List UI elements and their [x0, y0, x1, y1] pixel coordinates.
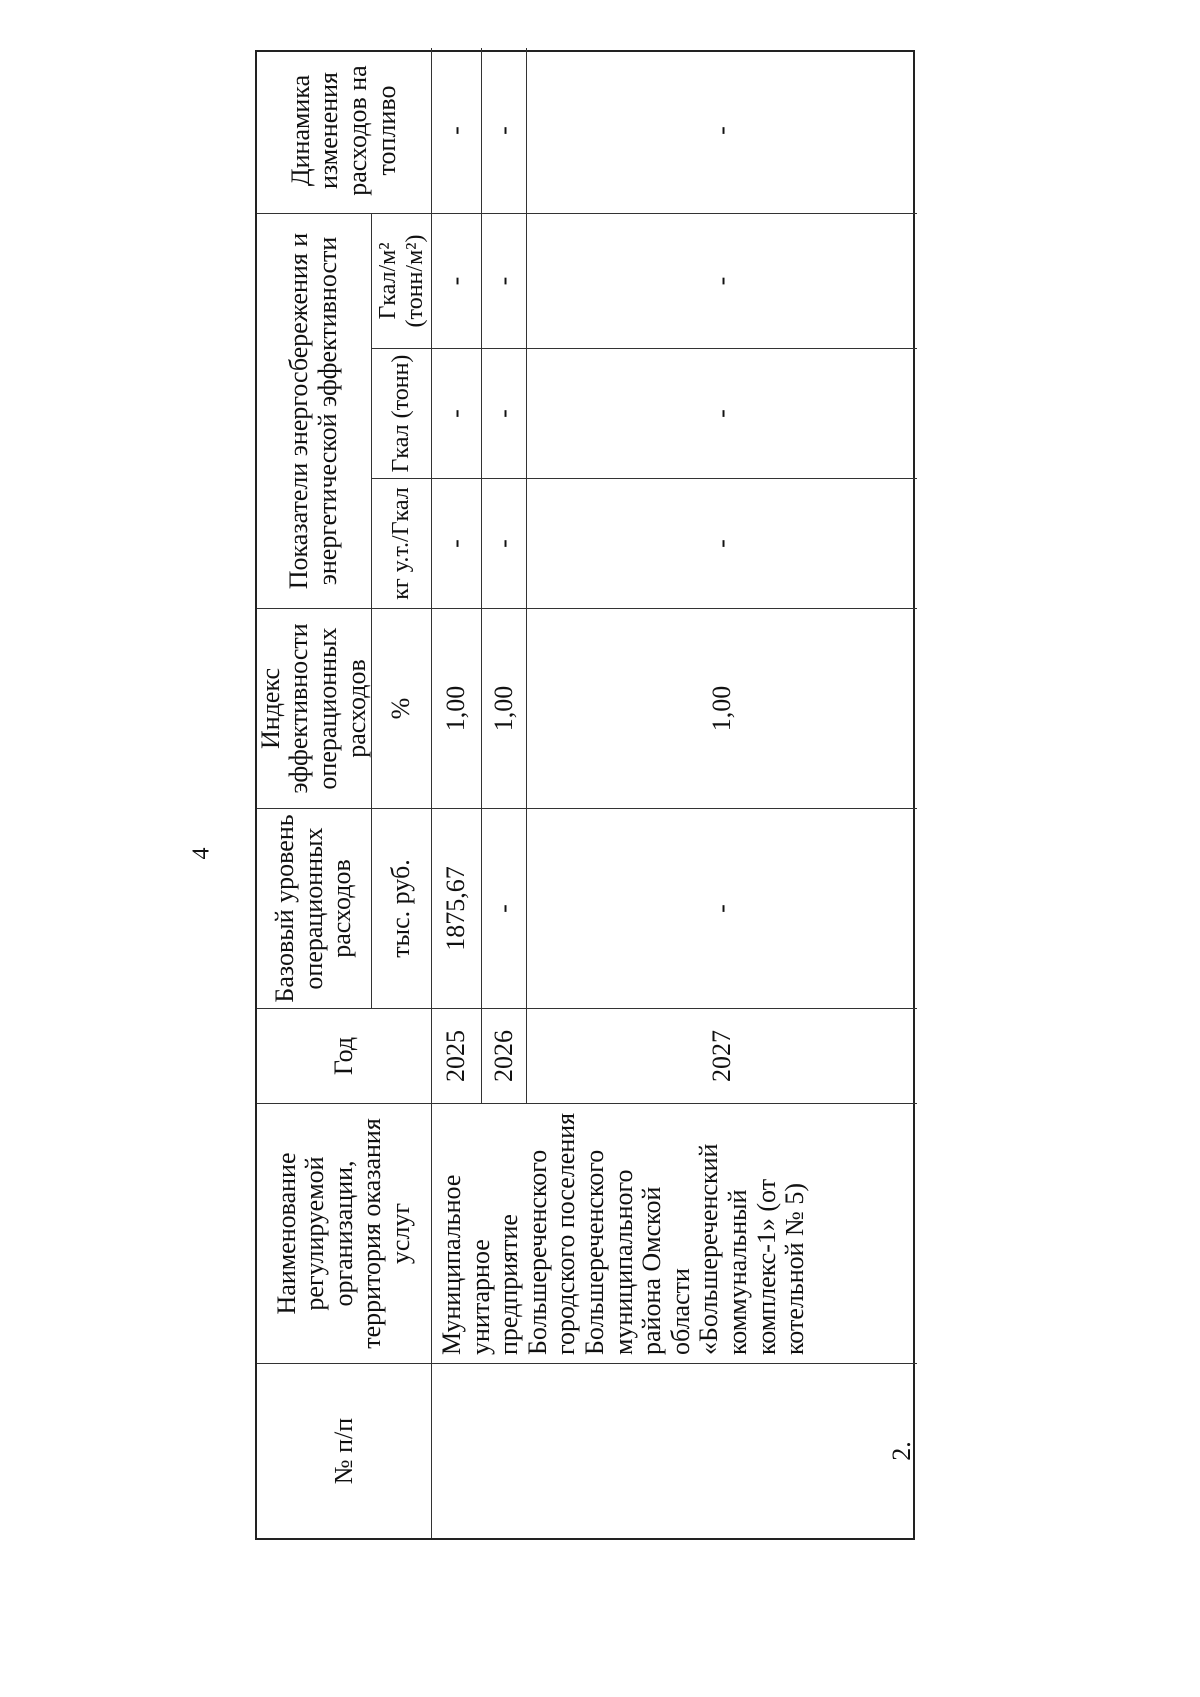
fuel-cell: - — [482, 48, 527, 213]
energy1-cell: - — [432, 478, 482, 608]
energy2-cell: - — [527, 348, 917, 478]
header-index: Индекс эффективности операционных расходов — [257, 608, 372, 808]
energy1-cell: - — [527, 478, 917, 608]
year-cell: 2027 — [527, 1008, 917, 1103]
header-org: Наименование регулируемой организации, территория оказания услуг — [257, 1103, 432, 1363]
year-cell: 2025 — [432, 1008, 482, 1103]
unit-energy-1: кг у.т./Гкал — [372, 478, 432, 608]
year-cell: 2026 — [482, 1008, 527, 1103]
energy1-cell: - — [482, 478, 527, 608]
base-cell: 1875,67 — [432, 808, 482, 1008]
page-number: 4 — [188, 847, 215, 860]
row-org: Муниципальное унитарное предприятие Большереченского городского поселения Большереченского муниципального района Омской области «Большереченский коммунальный комплекс-1» (от котельной № 5) — [432, 1103, 917, 1363]
energy2-cell: - — [432, 348, 482, 478]
row-num: 2. — [432, 1363, 917, 1538]
fuel-cell: - — [432, 48, 482, 213]
header-year: Год — [257, 1008, 432, 1103]
data-table — [255, 50, 915, 1540]
index-cell: 1,00 — [527, 608, 917, 808]
unit-energy-3: Гкал/м² (тонн/м²) — [372, 213, 432, 348]
energy2-cell: - — [482, 348, 527, 478]
base-cell: - — [527, 808, 917, 1008]
header-base: Базовый уровень операционных расходов — [257, 808, 372, 1008]
unit-base: тыс. руб. — [372, 808, 432, 1008]
header-energy: Показатели энергосбережения и энергетической эффективности — [257, 213, 372, 608]
base-cell: - — [482, 808, 527, 1008]
unit-index: % — [372, 608, 432, 808]
fuel-cell: - — [706, 126, 736, 135]
header-num: № п/п — [257, 1363, 432, 1538]
unit-energy-2: Гкал (тонн) — [372, 348, 432, 478]
header-fuel: Динамика изменения расходов на топливо — [257, 48, 432, 213]
energy3-cell: - — [482, 213, 527, 348]
energy3-cell: - — [527, 213, 917, 348]
rotated-table-wrapper — [255, 50, 915, 1540]
index-cell: 1,00 — [432, 608, 482, 808]
energy3-cell: - — [432, 213, 482, 348]
index-cell: 1,00 — [482, 608, 527, 808]
